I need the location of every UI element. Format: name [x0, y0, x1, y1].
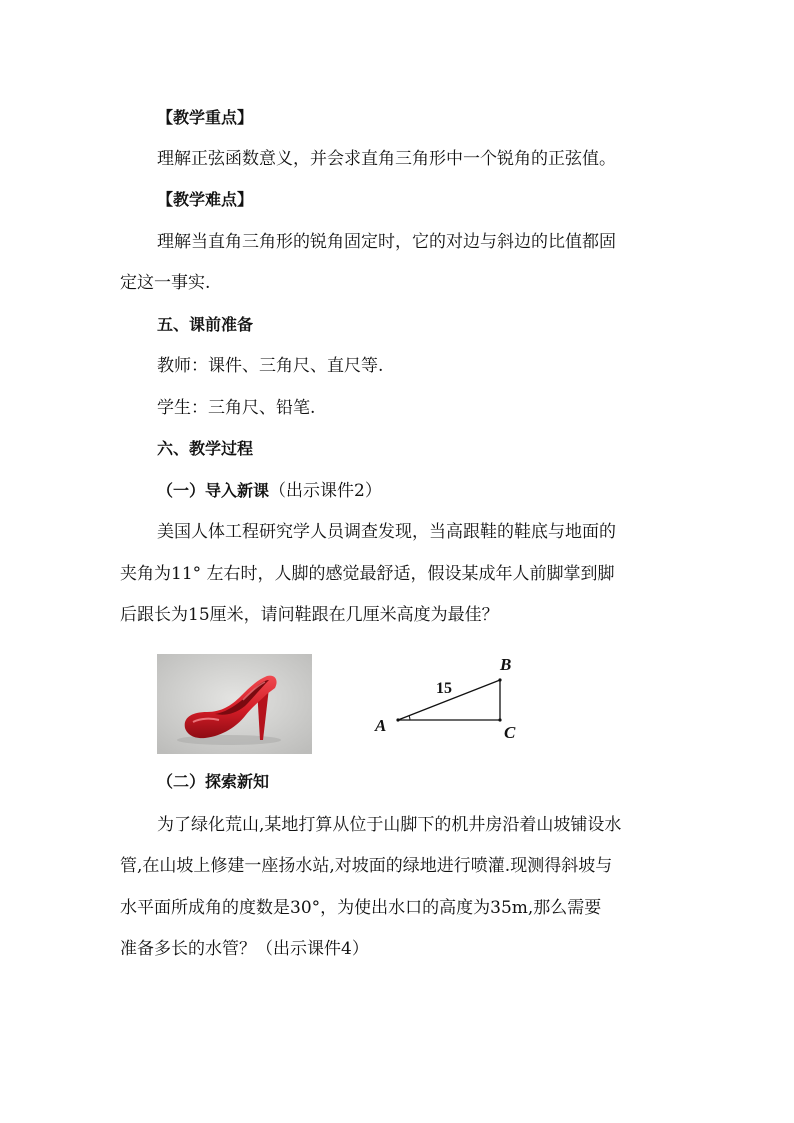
- intro-note: （出示课件2）: [269, 481, 382, 501]
- intro-text-line-3: 后跟长为15厘米，请问鞋跟在几厘米高度为最佳？: [120, 605, 499, 625]
- intro-heading: [157, 479, 382, 503]
- preparation-teacher: 教师：课件、三角尺、直尺等.: [157, 356, 384, 376]
- explore-text-line-2: 管,在山坡上修建一座扬水站,对坡面的绿地进行喷灌.现测得斜坡与: [120, 856, 613, 876]
- intro-label: （一）导入新课: [157, 481, 270, 500]
- vertex-c-label: C: [504, 723, 516, 742]
- preparation-student: 学生：三角尺、铅笔.: [157, 398, 316, 418]
- intro-text-line-2: 夹角为11° 左右时，人脚的感觉最舒适，假设某成年人前脚掌到脚: [120, 564, 615, 584]
- preparation-heading: 五、课前准备: [157, 315, 254, 334]
- explore-text-line-4: 准备多长的水管？（出示课件4）: [120, 939, 369, 959]
- difficulty-heading: 【教学难点】: [157, 190, 254, 209]
- difficulty-text-line-1: 理解当直角三角形的锐角固定时，它的对边与斜边的比值都固: [157, 232, 616, 252]
- high-heel-shoe-photo: [157, 654, 312, 754]
- vertex-b-label: B: [500, 655, 512, 674]
- intro-text-line-1: 美国人体工程研究学人员调查发现，当高跟鞋的鞋底与地面的: [157, 522, 616, 542]
- difficulty-text-line-2: 定这一事实.: [120, 273, 211, 293]
- right-triangle-diagram: [368, 652, 528, 748]
- vertex-a-label: A: [375, 716, 387, 735]
- key-points-text: 理解正弦函数意义，并会求直角三角形中一个锐角的正弦值。: [157, 149, 616, 169]
- explore-heading: （二）探索新知: [157, 772, 270, 791]
- explore-text-line-1: 为了绿化荒山,某地打算从位于山脚下的机井房沿着山坡铺设水: [157, 815, 622, 835]
- explore-text-line-3: 水平面所成角的度数是30°，为使出水口的高度为35m,那么需要: [120, 898, 602, 918]
- process-heading: 六、教学过程: [157, 439, 254, 458]
- hypotenuse-length-label: 15: [436, 680, 452, 697]
- key-points-heading: 【教学重点】: [157, 108, 254, 127]
